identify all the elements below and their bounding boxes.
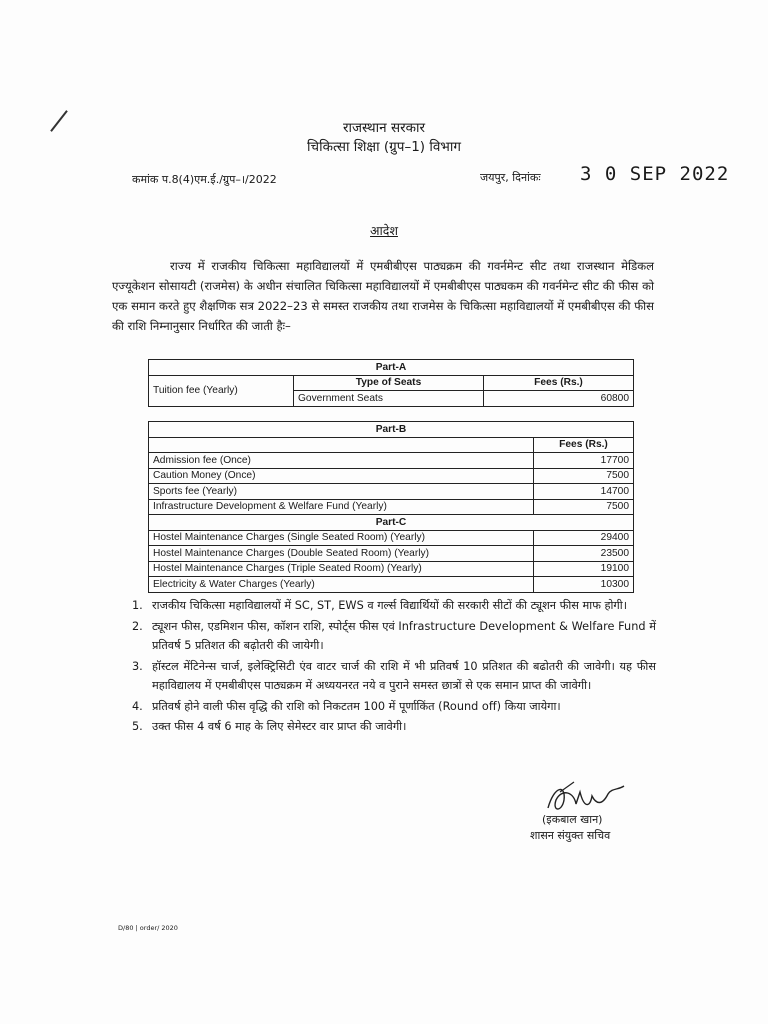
part-bc-table — [148, 421, 634, 593]
fee-value: 17700 — [534, 453, 634, 469]
table-row — [149, 453, 634, 469]
list-item-text: हॉस्टल मेंटिनेन्स चार्ज, इलेक्ट्रिसिटी एंव वाटर चार्ज की राशि में भी प्रतिवर्ष 10 प्रतिशत की बढोतरी की जावेगी। यह फीस महाविद्यालय में एमबीबीएस पाठ्यक्रम में अध्ययनरत नये व पुराने समस्त छात्रों से एक समान प्राप्त की जावेगी। — [152, 659, 656, 692]
table-row — [149, 360, 634, 376]
intro-paragraph: राज्य में राजकीय चिकित्सा महाविद्यालयों में एमबीबीएस पाठ्यक्रम की गवर्नमेन्ट सीट तथा राजस्थान मेडिकल एज्यूकेशन सोसायटी (राजमेस) के अधीन संचालित चिकित्सा महाविद्यालयों में एमबीबीएस पाठ्यकम की गवर्नमेन्ट सीट की फीस को एक समान करते हुए शैक्षणिक सत्र 2022–23 से समस्त राजकीय तथा राजमेस के चिकित्सा महाविद्यालयों में एमबीबीएस की फीस की राशि निम्नानुसार निर्धारित की जाती हैः– — [112, 259, 654, 333]
list-item — [132, 697, 656, 717]
list-item — [132, 717, 656, 737]
list-item — [132, 617, 656, 656]
fee-label: Infrastructure Development & Welfare Fund (Yearly) — [149, 499, 534, 515]
fee-value: 19100 — [534, 561, 634, 577]
fee-value: 14700 — [534, 484, 634, 500]
list-item-text: राजकीय चिकित्सा महाविद्यालयों में SC, ST, EWS व गर्ल्स विद्यार्थियों की सरकारी सीटों की ट्यूशन फीस माफ होगी। — [152, 599, 627, 612]
blank-header-cell — [149, 437, 534, 453]
conditions-list — [132, 596, 656, 738]
fee-label: Sports fee (Yearly) — [149, 484, 534, 500]
table-row — [149, 530, 634, 546]
reference-number: कमांक प.8(4)एम.ई./ग्रुप–।/2022 — [132, 173, 277, 186]
list-item-text: ट्यूशन फीस, एडमिशन फीस, कॉशन राशि, स्पोर्ट्स फीस एवं Infrastructure Development & Welfare Fund में प्रतिवर्ष 5 प्रतिशत की बढ़ोतरी की जायेगी। — [152, 619, 656, 652]
col-type-of-seats: Type of Seats — [294, 375, 484, 391]
fee-value: 7500 — [534, 499, 634, 515]
order-title-text: आदेश — [370, 223, 398, 238]
part-a-title: Part-A — [149, 360, 634, 376]
list-item-number: 2. — [132, 619, 143, 633]
part-a-table — [148, 359, 634, 407]
table-row — [149, 468, 634, 484]
fee-label: Hostel Maintenance Charges (Double Seated Room) (Yearly) — [149, 546, 534, 562]
list-item-number: 1. — [132, 599, 143, 612]
fee-value: 23500 — [534, 546, 634, 562]
date-label: जयपुर, दिनांकः — [480, 171, 541, 184]
part-b-title: Part-B — [149, 422, 634, 438]
tuition-fee-value: 60800 — [484, 391, 634, 407]
fee-label: Hostel Maintenance Charges (Triple Seated Room) (Yearly) — [149, 561, 534, 577]
seat-type: Government Seats — [294, 391, 484, 407]
fee-label: Admission fee (Once) — [149, 453, 534, 469]
table-row — [149, 577, 634, 593]
fee-label: Caution Money (Once) — [149, 468, 534, 484]
table-row — [149, 484, 634, 500]
table-row — [149, 437, 634, 453]
signatory-designation: शासन संयुक्त सचिव — [530, 829, 611, 842]
footer-code: D/80 | order/ 2020 — [118, 924, 178, 932]
signatory-name: (इकबाल खान) — [542, 813, 603, 826]
list-item-text: उक्त फीस 4 वर्ष 6 माह के लिए सेमेस्टर वार प्राप्त की जावेगी। — [152, 720, 407, 733]
govt-header: राजस्थान सरकार — [343, 120, 425, 136]
table-row — [149, 515, 634, 531]
list-item-number: 3. — [132, 659, 143, 673]
fee-label: Electricity & Water Charges (Yearly) — [149, 577, 534, 593]
fee-label: Hostel Maintenance Charges (Single Seated Room) (Yearly) — [149, 530, 534, 546]
department-header: चिकित्सा शिक्षा (ग्रुप–1) विभाग — [307, 139, 461, 155]
list-item — [132, 596, 656, 616]
part-c-title: Part-C — [149, 515, 634, 531]
table-row — [149, 546, 634, 562]
fee-value: 29400 — [534, 530, 634, 546]
list-item-number: 5. — [132, 720, 143, 733]
table-row — [149, 422, 634, 438]
date-stamp: 3 0 SEP 2022 — [580, 163, 730, 185]
col-fees: Fees (Rs.) — [484, 375, 634, 391]
list-item-text: प्रतिवर्ष होने वाली फीस वृद्धि की राशि को निकटतम 100 में पूर्णाकिंत (Round off) किया जायेगा। — [152, 699, 561, 713]
list-item — [132, 657, 656, 696]
table-row — [149, 561, 634, 577]
table-row — [149, 499, 634, 515]
table-row — [149, 375, 634, 391]
fee-value: 7500 — [534, 468, 634, 484]
fee-value: 10300 — [534, 577, 634, 593]
tuition-fee-label: Tuition fee (Yearly) — [149, 375, 294, 406]
col-fees: Fees (Rs.) — [534, 437, 634, 453]
order-title — [0, 222, 768, 239]
list-item-number: 4. — [132, 699, 143, 713]
